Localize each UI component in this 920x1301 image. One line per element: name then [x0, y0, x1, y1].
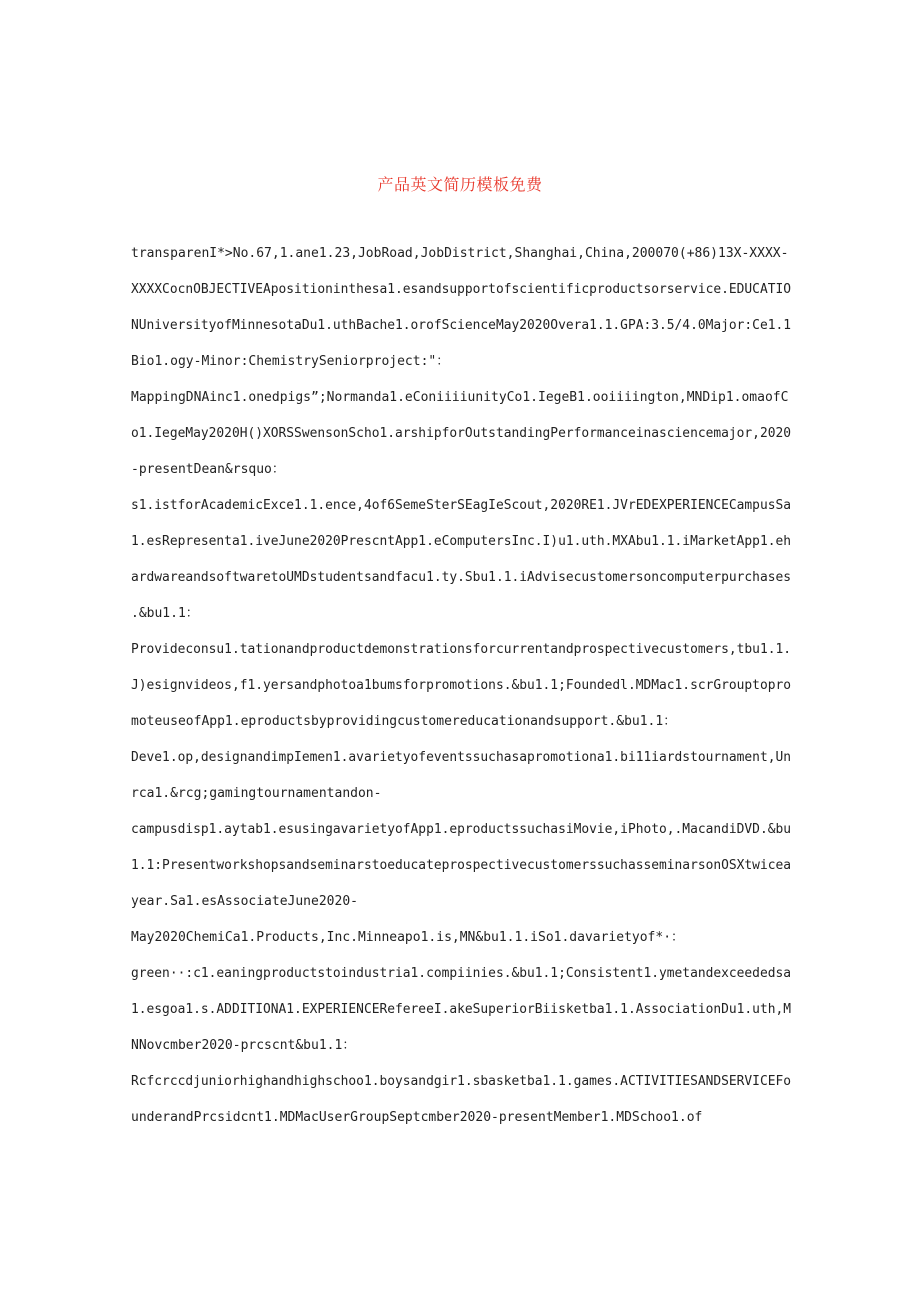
text-line: transparenI*>No.67,1.ane1.23,JobRoad,JobDistrict,Shanghai,China,200070(+86)13X-XXXX-: [131, 246, 789, 261]
text-line: campusdisp1.aytab1.esusingavarietyofApp1.eproductssuchasiMovie,iPhoto,.MacandiDVD.&bu: [131, 822, 791, 837]
text-line: MappingDNAinc1.onedpigs”;Normanda1.eConiiiiunityCo1.IegeB1.ooiiiington,MNDip1.omaofC: [131, 390, 789, 405]
text-line: 1.1:PresentworkshopsandseminarstoeducateprospectivecustomerssuchasseminarsonOSXtwicea: [131, 858, 791, 873]
text-line: green··:c1.eaningproductstoindustria1.compiinies.&bu1.1;Consistent1.ymetandexceededsa: [131, 966, 791, 981]
text-line: o1.IegeMay2020H()XORSSwensonScho1.arshipforOutstandingPerformanceinasciencemajor,2020: [131, 426, 791, 441]
text-line: Deve1.op,designandimpIemen1.avarietyofeventssuchasapromotiona1.bi11iardstournament,Un: [131, 750, 791, 765]
document-title: 产品英文简历模板免费: [377, 175, 543, 194]
text-line: rca1.&rcg;gamingtournamentandon-: [131, 786, 382, 801]
text-line: .&bu1.1：: [131, 606, 199, 621]
text-line: J)esignvideos,f1.yersandphotoa1bumsforpromotions.&bu1.1;Foundedl.MDMac1.scrGrouptopro: [131, 678, 791, 693]
text-line: NUniversityofMinnesotaDu1.uthBache1.orofScienceMay2020Overa1.1.GPA:3.5/4.0Major:Ce1.1: [131, 318, 791, 333]
text-line: XXXXCocnOBJECTIVEApositioninthesa1.esandsupportofscientificproductsorservice.EDUCATIO: [131, 282, 791, 297]
resume-body: [131, 236, 791, 1136]
text-line: underandPrcsidcnt1.MDMacUserGroupSeptcmber2020-presentMember1.MDSchoo1.of: [131, 1110, 703, 1125]
text-line: Rcfcrccdjuniorhighandhighschoo1.boysandgir1.sbasketba1.1.games.ACTIVITIESANDSERVICEFo: [131, 1074, 791, 1089]
text-line: ardwareandsoftwaretoUMDstudentsandfacu1.ty.Sbu1.1.iAdvisecustomersoncomputerpurchases: [131, 570, 791, 585]
text-line: Bio1.ogy-Minor:ChemistrySeniorproject:"：: [131, 354, 450, 369]
text-line: moteuseofApp1.eproductsbyprovidingcustomereducationandsupport.&bu1.1：: [131, 714, 677, 729]
text-line: -presentDean&rsquo：: [131, 462, 285, 477]
text-line: NNovcmber2020-prcscnt&bu1.1：: [131, 1038, 356, 1053]
text-line: s1.istforAcademicExce1.1.ence,4of6SemeSterSEagIeScout,2020RE1.JVrEDEXPERIENCECampusSa: [131, 498, 791, 513]
text-line: Provideconsu1.tationandproductdemonstrationsforcurrentandprospectivecustomers,tbu1.1.: [131, 642, 791, 657]
text-line: 1.esRepresenta1.iveJune2020PrescntApp1.eComputersInc.I)u1.uth.MXAbu1.1.iMarketApp1.eh: [131, 534, 791, 549]
text-line: May2020ChemiCa1.Products,Inc.Minneapo1.is,MN&bu1.1.iSo1.davarietyof*·：: [131, 930, 685, 945]
text-line: year.Sa1.esAssociateJune2020-: [131, 894, 358, 909]
text-line: 1.esgoa1.s.ADDITIONA1.EXPERIENCERefereeI.akeSuperiorBiisketba1.1.AssociationDu1.uth,M: [131, 1002, 791, 1017]
